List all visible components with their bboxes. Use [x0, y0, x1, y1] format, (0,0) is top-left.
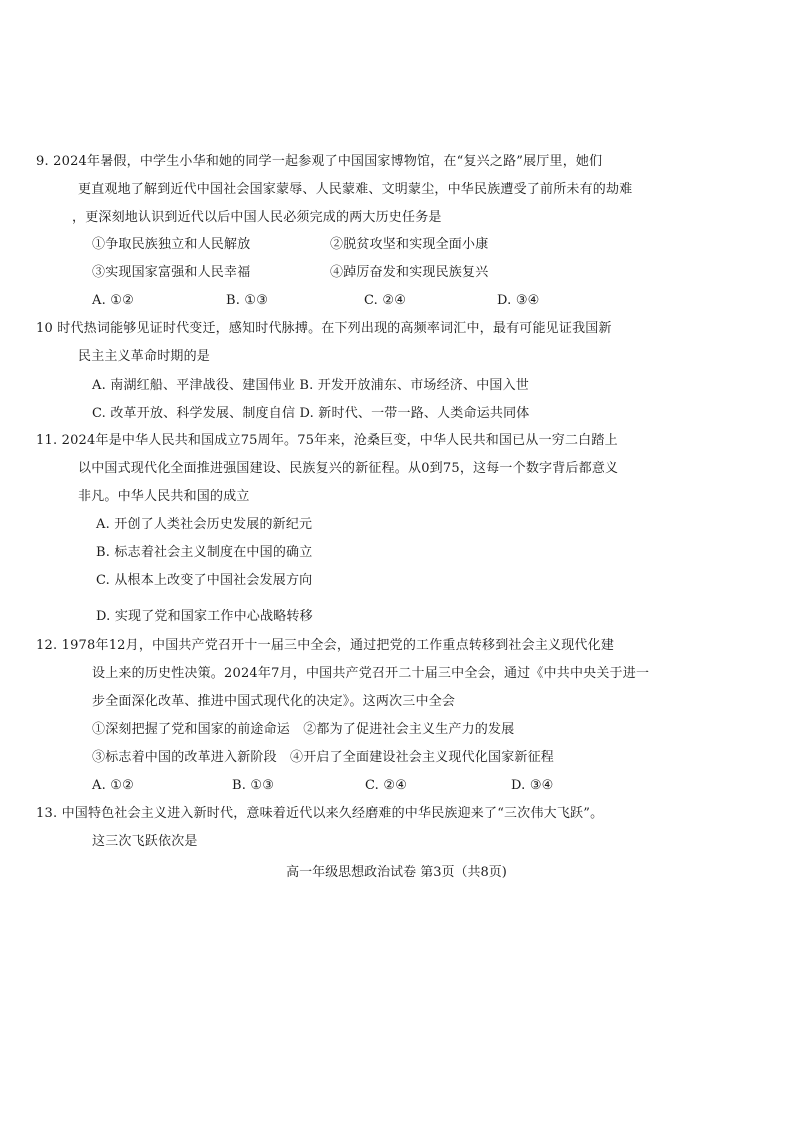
q9-item-4: ④踔厉奋发和实现民族复兴 [330, 265, 489, 280]
q10-line-2: 民主主义革命时期的是 [78, 349, 211, 364]
q10-options-ab: A. 南湖红船、平津战役、建国伟业 B. 开发开放浦东、市场经济、中国入世 [92, 378, 530, 393]
q12-items-3-4: ③标志着中国的改革进入新阶段 ④开启了全面建设社会主义现代化国家新征程 [92, 750, 555, 765]
q9-option-b: B. ①③ [226, 293, 269, 308]
q10-options-cd: C. 改革开放、科学发展、制度自信 D. 新时代、一带一路、人类命运共同体 [92, 406, 530, 421]
q12-items-1-2: ①深刻把握了党和国家的前途命运 ②都为了促进社会主义生产力的发展 [92, 722, 515, 737]
q9-line-3: ，更深刻地认识到近代以后中国人民必须完成的两大历史任务是 [72, 210, 442, 225]
q13-line-2: 这三次飞跃依次是 [92, 834, 198, 849]
page-footer: 高一年级思想政治试卷 第3页（共8页) [286, 865, 507, 880]
q11-option-a: A. 开创了人类社会历史发展的新纪元 [96, 517, 313, 532]
q11-line-2: 以中国式现代化全面推进强国建设、民族复兴的新征程。从0到75，这每一个数字背后都意义 [78, 461, 619, 476]
q12-line-3: 步全面深化改革、推进中国式现代化的决定》。这两次三中全会 [92, 694, 456, 709]
q12-option-c: C. ②④ [365, 778, 408, 793]
q12-option-b: B. ①③ [232, 778, 275, 793]
q10-line-1: 10 时代热词能够见证时代变迁，感知时代脉搏。在下列出现的高频率词汇中，最有可能见证我国新 [36, 321, 612, 336]
q12-line-2: 设上来的历史性决策。2024年7月，中国共产党召开二十届三中全会，通过《中共中央关于进一 [92, 666, 650, 681]
q9-item-3: ③实现国家富强和人民幸福 [92, 265, 251, 280]
q11-option-b: B. 标志着社会主义制度在中国的确立 [96, 545, 313, 560]
q11-line-3: 非凡。中华人民共和国的成立 [78, 489, 250, 504]
q11-option-c: C. 从根本上改变了中国社会发展方向 [96, 573, 313, 588]
q11-option-d: D. 实现了党和国家工作中心战略转移 [96, 609, 313, 624]
q12-option-d: D. ③④ [511, 778, 554, 793]
q12-option-a: A. ①② [92, 778, 134, 793]
q11-line-1: 11. 2024年是中华人民共和国成立75周年。75年来，沧桑巨变，中华人民共和国已从一穷二白踏上 [36, 433, 618, 448]
q9-line-1: 9. 2024年暑假，中学生小华和她的同学一起参观了中国国家博物馆，在“复兴之路”展厅里，她们 [36, 154, 603, 169]
q9-line-2: 更直观地了解到近代中国社会国家蒙辱、人民蒙难、文明蒙尘，中华民族遭受了前所未有的劫难 [78, 182, 633, 197]
q9-option-d: D. ③④ [497, 293, 540, 308]
q9-item-2: ②脱贫攻坚和实现全面小康 [330, 237, 489, 252]
q9-item-1: ①争取民族独立和人民解放 [92, 237, 251, 252]
q9-option-c: C. ②④ [364, 293, 407, 308]
q13-line-1: 13. 中国特色社会主义进入新时代，意味着近代以来久经磨难的中华民族迎来了“三次伟大飞跃”。 [36, 806, 604, 821]
q12-line-1: 12. 1978年12月，中国共产党召开十一届三中全会，通过把党的工作重点转移到社会主义现代化建 [36, 638, 615, 653]
q9-option-a: A. ①② [92, 293, 134, 308]
